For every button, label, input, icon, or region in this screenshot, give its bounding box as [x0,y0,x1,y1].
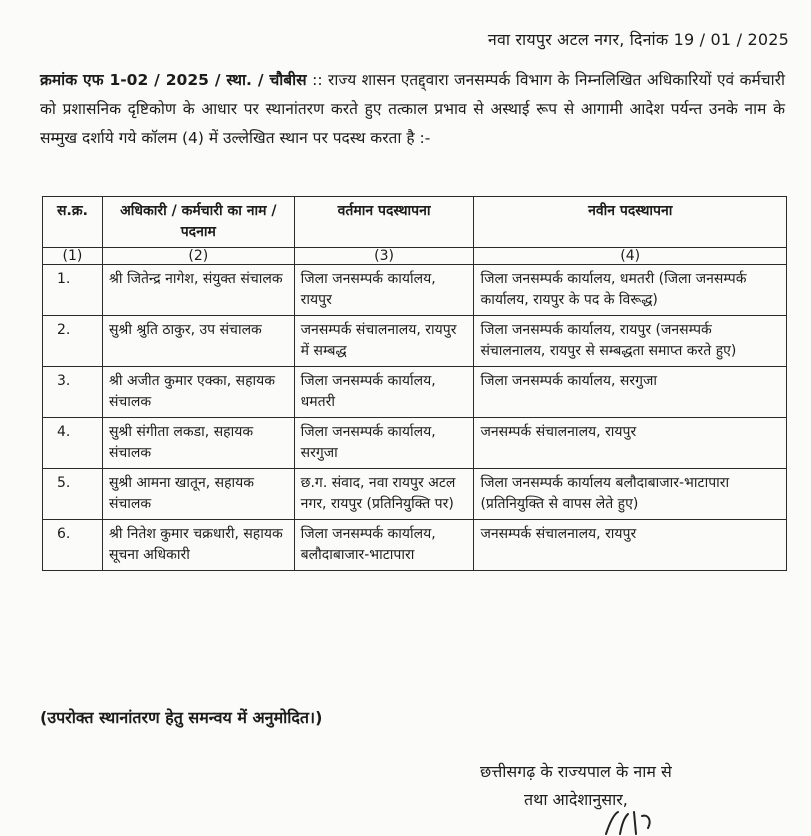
new-posting-cell: जिला जनसम्पर्क कार्यालय बलौदाबाजार-भाटापारा (प्रतिनियुक्ति से वापस लेते हुए) [474,469,787,520]
approval-footnote: (उपरोक्त स्थानांतरण हेतु समन्वय में अनुमोदित।) [40,708,323,727]
column-number: (4) [474,248,787,265]
column-number: (2) [102,248,294,265]
current-posting-cell: छ.ग. संवाद, नवा रायपुर अटल नगर, रायपुर (प्रतिनियुक्ति पर) [294,469,474,520]
current-posting-cell: जिला जनसम्पर्क कार्यालय, सरगुजा [294,418,474,469]
new-posting-cell: जनसम्पर्क संचालनालय, रायपुर [474,520,787,571]
serial-cell: 3. [43,367,103,418]
current-posting-cell: जिला जनसम्पर्क कार्यालय, धमतरी [294,367,474,418]
header-serial: स.क्र. [43,197,103,248]
new-posting-cell: जिला जनसम्पर्क कार्यालय, रायपुर (जनसम्पर्क संचालनालय, रायपुर से सम्बद्धता समाप्त करते हुए) [474,316,787,367]
officer-name-cell: सुश्री आमना खातून, सहायक संचालक [102,469,294,520]
table-row [43,367,787,418]
table-row [43,418,787,469]
serial-cell: 4. [43,418,103,469]
order-reference-number: क्रमांक एफ 1-02 / 2025 / स्था. / चौबीस [40,71,307,89]
serial-cell: 6. [43,520,103,571]
signature-block [480,758,672,814]
new-posting-cell: जिला जनसम्पर्क कार्यालय, सरगुजा [474,367,787,418]
officer-name-cell: श्री नितेश कुमार चक्रधारी, सहायक सूचना अधिकारी [102,520,294,571]
column-number-row [43,248,787,265]
table-row [43,520,787,571]
signature-line-governor: छत्तीसगढ़ के राज्यपाल के नाम से [480,762,672,781]
header-current-posting: वर्तमान पदस्थापना [294,197,474,248]
signature-line-order: तथा आदेशानुसार, [523,790,628,809]
table-header-row [43,197,787,248]
column-number: (3) [294,248,474,265]
new-posting-cell: जनसम्पर्क संचालनालय, रायपुर [474,418,787,469]
serial-cell: 1. [43,265,103,316]
table-row [43,265,787,316]
order-dateline: नवा रायपुर अटल नगर, दिनांक 19 / 01 / 2025 [487,30,789,49]
officer-name-cell: सुश्री श्रुति ठाकुर, उप संचालक [102,316,294,367]
handwritten-signature [598,808,668,836]
header-officer-name: अधिकारी / कर्मचारी का नाम / पदनाम [102,197,294,248]
header-new-posting: नवीन पदस्थापना [474,197,787,248]
table-row [43,469,787,520]
table-row [43,316,787,367]
order-intro-paragraph [40,66,785,153]
serial-cell: 2. [43,316,103,367]
current-posting-cell: जनसम्पर्क संचालनालय, रायपुर में सम्बद्ध [294,316,474,367]
serial-cell: 5. [43,469,103,520]
officer-name-cell: श्री अजीत कुमार एक्का, सहायक संचालक [102,367,294,418]
current-posting-cell: जिला जनसम्पर्क कार्यालय, बलौदाबाजार-भाटापारा [294,520,474,571]
transfer-table [42,196,787,571]
reference-separator: :: [306,71,329,89]
current-posting-cell: जिला जनसम्पर्क कार्यालय, रायपुर [294,265,474,316]
new-posting-cell: जिला जनसम्पर्क कार्यालय, धमतरी (जिला जनसम्पर्क कार्यालय, रायपुर के पद के विरूद्ध) [474,265,787,316]
column-number: (1) [43,248,103,265]
order-body-text: राज्य शासन एतद्द्वारा जनसम्पर्क विभाग के निम्नलिखित अधिकारियों एवं कर्मचारी को प्रशासनिक दृष्टिकोण के आधार पर स्थानांतरण करते हुए तत्काल प्रभाव से अस्थाई रूप से आगामी आदेश पर्यन्त उनके नाम के सम्मुख दर्शाये गये कॉलम (4) में उल्लेखित स्थान पर पदस्थ करता है :- [40,71,785,147]
officer-name-cell: सुश्री संगीता लकडा, सहायक संचालक [102,418,294,469]
officer-name-cell: श्री जितेन्द्र नागेश, संयुक्त संचालक [102,265,294,316]
